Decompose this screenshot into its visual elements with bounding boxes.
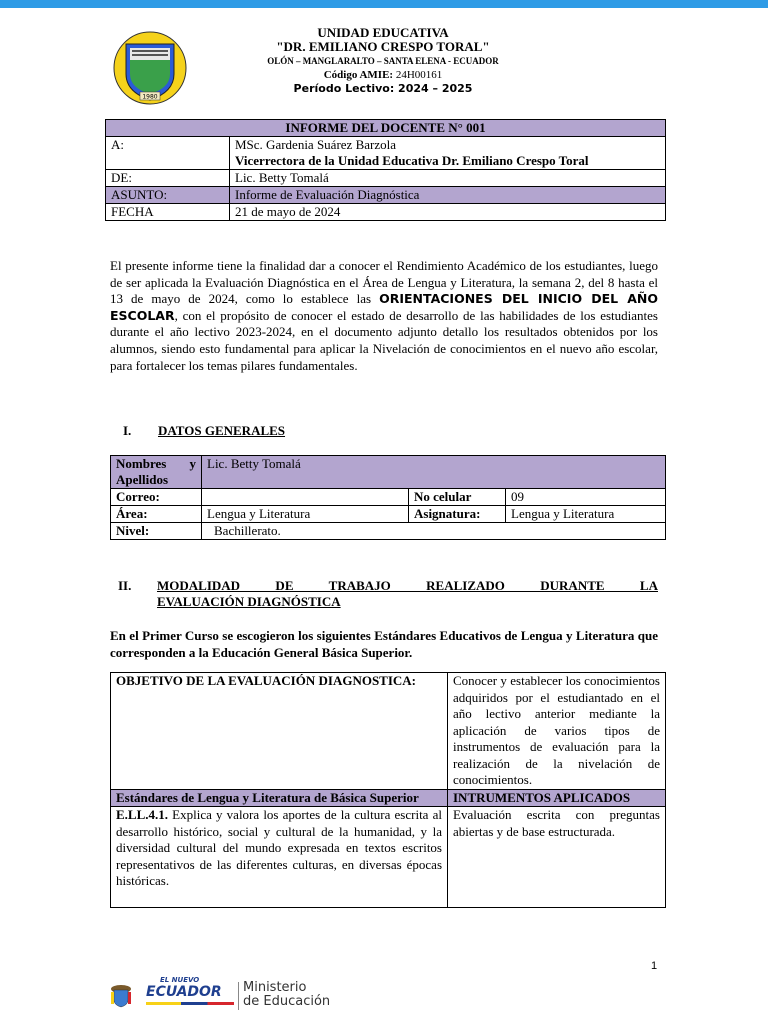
ministry-name: Ministerio de Educación (243, 980, 331, 1009)
standards-column-header: Estándares de Lengua y Literatura de Básica Superior (111, 789, 448, 807)
email-value (202, 489, 409, 506)
standard-code: E.LL.4.1. (116, 807, 169, 822)
to-value (230, 137, 666, 170)
names-label: Nombres y Apellidos (111, 456, 202, 489)
informe-title: INFORME DEL DOCENTE N° 001 (106, 120, 666, 137)
email-label: Correo: (111, 489, 202, 506)
section-1-title: DATOS GENERALES (158, 423, 286, 438)
objetivo-table (110, 672, 666, 908)
datos-generales-table (110, 455, 666, 540)
from-label: DE: (106, 170, 230, 187)
recipient-name: MSc. Gardenia Suárez Barzola (235, 137, 396, 152)
school-header (220, 26, 546, 96)
from-value: Lic. Betty Tomalá (230, 170, 666, 187)
school-period: Período Lectivo: 2024 – 2025 (293, 82, 473, 95)
subject-value: Informe de Evaluación Diagnóstica (230, 187, 666, 204)
objective-text: Conocer y establecer los conocimientos adquiridos por el estudiantado en el año lectivo anterior mediante la aplicación de varios tipos de instrumentos de evaluación para la realización de la nivelación de conocimientos. (448, 673, 666, 790)
standard-cell (111, 807, 448, 908)
flag-stripe (146, 1002, 234, 1005)
instrument-cell: Evaluación escrita con preguntas abiertas y de base estructurada. (448, 807, 666, 908)
coat-of-arms-icon (108, 980, 134, 1008)
page-number: 1 (651, 960, 658, 972)
level-label: Nivel: (111, 523, 202, 540)
school-name: "DR. EMILIANO CRESPO TORAL" (276, 39, 490, 54)
standards-intro: En el Primer Curso se escogieron los siguientes Estándares Educativos de Lengua y Literatura que corresponden a la Educación General Básica Superior. (110, 628, 658, 660)
instruments-column-header: INTRUMENTOS APLICADOS (448, 789, 666, 807)
area-value: Lengua y Literatura (202, 506, 409, 523)
phone-label: No celular (409, 489, 506, 506)
date-value: 21 de mayo de 2024 (230, 204, 666, 221)
phone-value: 09 (506, 489, 666, 506)
date-label: FECHA (106, 204, 230, 221)
ecuador-brand: EL NUEVO ECUADOR (146, 976, 222, 1000)
informe-header-table (105, 119, 666, 221)
subject-label: ASUNTO: (106, 187, 230, 204)
logo-year: 1980 (142, 93, 158, 101)
orientaciones-bold: ORIENTACIONES DEL INICIO DEL AÑO ESCOLAR (110, 291, 658, 323)
amie-code: Código AMIE: 24H00161 (323, 69, 443, 81)
intro-paragraph: El presente informe tiene la finalidad dar a conocer el Rendimiento Académico de los estudiantes, luego de ser aplicada la Evaluación Diagnóstica en el Área de Lengua y Literatura, la semana 2, del 8 hasta el 13 de mayo de 2024, como lo establece las ORIENTACIONES DEL INICIO DEL AÑO ESCOLAR, con el propósito de conocer el estado de desarrollo de las habilidades de los estudiantes durante el año lectivo 2023-2024, en el documento adjunto detallo los resultados obtenidos por los alumnos, siendo esto fundamental para aplicar la Nivelación de conocimientos en el nuevo año escolar, para fortalecer los temas pilares fundamentales. (110, 258, 658, 373)
school-logo-shield (112, 30, 188, 106)
names-value: Lic. Betty Tomalá (202, 456, 666, 489)
section-2-title-line2: EVALUACIÓN DIAGNÓSTICA (157, 594, 341, 609)
area-label: Área: (111, 506, 202, 523)
section-2-title-line1: MODALIDAD DE TRABAJO REALIZADO DURANTE LA (157, 578, 658, 593)
subject-area-value: Lengua y Literatura (506, 506, 666, 523)
school-location: OLÓN – MANGLARALTO – SANTA ELENA - ECUADOR (267, 56, 499, 66)
level-value: Bachillerato. (202, 523, 666, 540)
to-label: A: (106, 137, 230, 170)
objective-label: OBJETIVO DE LA EVALUACIÓN DIAGNOSTICA: (111, 673, 448, 790)
subject-area-label: Asignatura: (409, 506, 506, 523)
footer-divider (238, 982, 239, 1010)
school-type: UNIDAD EDUCATIVA (317, 25, 449, 40)
standard-text: Explica y valora los aportes de la cultura escrita al desarrollo histórico, social y cultural de la humanidad, y la diversidad cultural del mundo expresada en textos escritos representativos de las diferentes culturas, en diversas épocas históricas. (116, 807, 442, 888)
recipient-role: Vicerrectora de la Unidad Educativa Dr. Emiliano Crespo Toral (235, 153, 589, 168)
section-2-heading: II. MODALIDAD DE TRABAJO REALIZADO DURANTE LA EVALUACIÓN DIAGNÓSTICA (118, 578, 658, 609)
top-accent-bar (0, 0, 768, 8)
ministry-footer (108, 978, 348, 1012)
